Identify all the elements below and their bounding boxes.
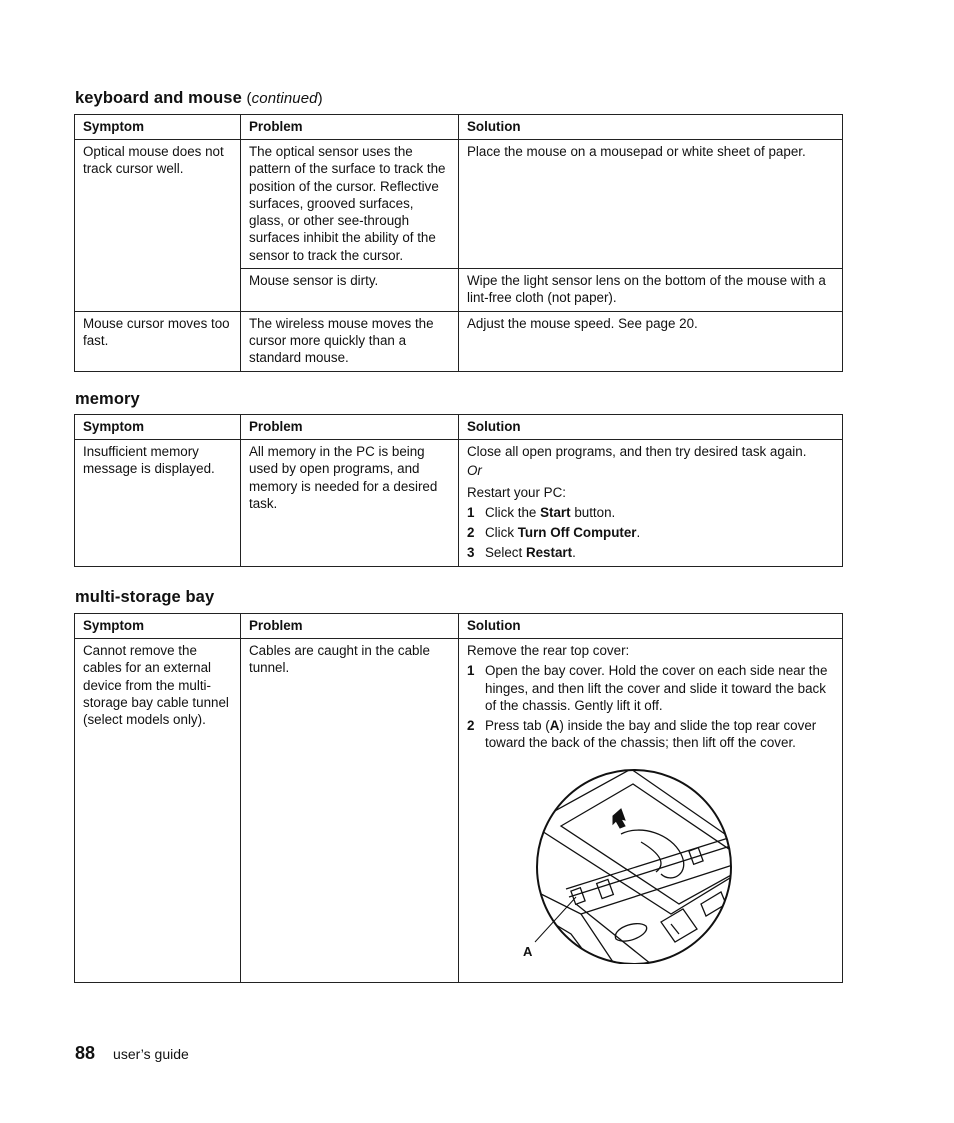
- step-text: Press tab (A) inside the bay and slide the top rear cover toward the back of the chassis; then lift off the cover.: [485, 718, 817, 751]
- problem-cell: All memory in the PC is being used by open programs, and memory is needed for a desired task.: [241, 440, 459, 567]
- table-row: [75, 440, 843, 567]
- step-number: 1: [467, 663, 475, 679]
- section-title: keyboard and mouse: [75, 89, 242, 107]
- table-row: [75, 639, 843, 983]
- problem-cell: Mouse sensor is dirty.: [241, 269, 459, 312]
- solution-cell: Adjust the mouse speed. See page 20.: [459, 311, 843, 371]
- step-number: 2: [467, 718, 475, 734]
- step-text: Click Turn Off Computer.: [485, 525, 641, 541]
- solution-intro: Close all open programs, and then try desired task again.: [467, 444, 807, 459]
- symptom-cell: Mouse cursor moves too fast.: [75, 311, 241, 371]
- solution-intro: Remove the rear top cover:: [467, 643, 630, 658]
- problem-cell: The optical sensor uses the pattern of the surface to track the position of the cursor. Reflective surfaces, grooved surfaces, glass, or other see-through surfaces inhibit the ability of the sensor to track the cursor.: [241, 140, 459, 269]
- solution-cell: [459, 440, 843, 567]
- solution-cell: Place the mouse on a mousepad or white sheet of paper.: [459, 140, 843, 269]
- step-number: 3: [467, 545, 475, 561]
- symptom-cell: Insufficient memory message is displayed.: [75, 440, 241, 567]
- table-header-row: [75, 614, 843, 639]
- step-text: Select Restart.: [485, 545, 576, 561]
- section-heading-multi-storage-bay: [75, 588, 214, 607]
- table-row: [75, 311, 843, 371]
- symptom-cell: Cannot remove the cables for an external device from the multi-storage bay cable tunnel (select models only).: [75, 639, 241, 983]
- multi-storage-bay-table: [74, 613, 843, 983]
- solution-cell: [459, 639, 843, 983]
- page-footer: [75, 1043, 189, 1064]
- section-heading-memory: [75, 390, 140, 409]
- step-item: [467, 662, 834, 714]
- step-text: Click the Start button.: [485, 504, 616, 520]
- step-number: 2: [467, 525, 475, 541]
- step-number: 1: [467, 504, 475, 520]
- solution-cell: Wipe the light sensor lens on the bottom of the mouse with a lint-free cloth (not paper).: [459, 269, 843, 312]
- table-row: [75, 140, 843, 269]
- step-item: [467, 544, 834, 561]
- header-problem: Problem: [241, 115, 459, 140]
- header-solution: Solution: [459, 115, 843, 140]
- bay-cover-illustration: [521, 764, 743, 964]
- header-solution: Solution: [459, 614, 843, 639]
- header-problem: Problem: [241, 415, 459, 440]
- step-item: [467, 717, 834, 752]
- section-title: multi-storage bay: [75, 588, 215, 606]
- keyboard-mouse-table: [74, 114, 843, 372]
- header-symptom: Symptom: [75, 115, 241, 140]
- table-header-row: [75, 115, 843, 140]
- table-header-row: [75, 415, 843, 440]
- problem-cell: The wireless mouse moves the cursor more quickly than a standard mouse.: [241, 311, 459, 371]
- step-item: [467, 504, 834, 521]
- section-title: memory: [75, 390, 140, 408]
- memory-table: [74, 414, 843, 567]
- continued-note: (continued): [246, 90, 323, 107]
- problem-cell: Cables are caught in the cable tunnel.: [241, 639, 459, 983]
- callout-label-a: A: [523, 943, 533, 959]
- or-text: Or: [467, 463, 482, 479]
- step-text: Open the bay cover. Hold the cover on each side near the hinges, and then lift the cover and slide it toward the back of the chassis. Gently lift it off.: [485, 663, 828, 713]
- step-item: [467, 524, 834, 541]
- header-symptom: Symptom: [75, 415, 241, 440]
- header-solution: Solution: [459, 415, 843, 440]
- guide-title: user’s guide: [113, 1046, 189, 1062]
- header-problem: Problem: [241, 614, 459, 639]
- symptom-cell: Optical mouse does not track cursor well.: [75, 140, 241, 312]
- section-heading-keyboard-mouse: [75, 89, 323, 108]
- restart-intro: Restart your PC:: [467, 484, 566, 500]
- page-number: 88: [75, 1043, 96, 1063]
- header-symptom: Symptom: [75, 614, 241, 639]
